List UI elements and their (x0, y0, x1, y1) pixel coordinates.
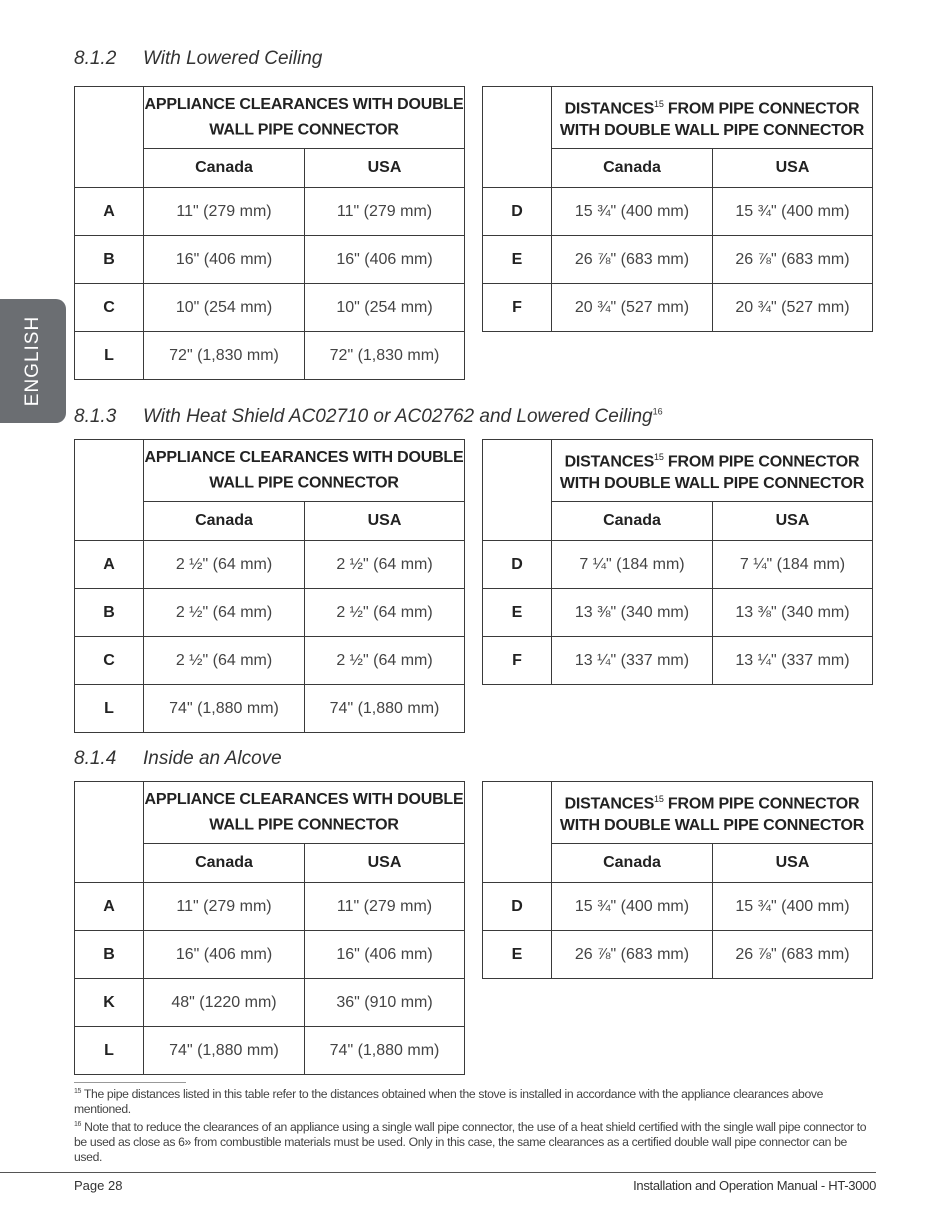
row-label: B (75, 236, 144, 284)
row-label: A (75, 541, 144, 589)
corner-cell (75, 87, 144, 149)
table-header: DISTANCES$^{15}$ FROM PIPE CONNECTOR WITH DOUBLE WALL PIPE CONNECTOR (552, 782, 873, 844)
table-row (75, 236, 465, 284)
usa-value: 15 ¾" (400 mm) (713, 188, 873, 236)
column-header-usa: USA (713, 844, 873, 883)
table-row (75, 284, 465, 332)
usa-value: 10" (254 mm) (305, 284, 465, 332)
corner-cell (483, 87, 552, 149)
corner-cell (75, 149, 144, 188)
language-tab[interactable] (0, 299, 66, 423)
usa-value: 11" (279 mm) (305, 188, 465, 236)
column-header-usa: USA (305, 149, 465, 188)
table-row (75, 685, 465, 733)
table-row (75, 931, 465, 979)
table-row (483, 188, 873, 236)
distances-table (482, 781, 873, 979)
corner-cell (75, 844, 144, 883)
column-header-canada: Canada (144, 844, 305, 883)
canada-value: 20 ¾" (527 mm) (552, 284, 713, 332)
table-row (483, 883, 873, 931)
usa-value: 26 ⅞" (683 mm) (713, 236, 873, 284)
table-header: DISTANCES$^{15}$ FROM PIPE CONNECTOR WITH DOUBLE WALL PIPE CONNECTOR (552, 440, 873, 502)
usa-value: 72" (1,830 mm) (305, 332, 465, 380)
clearances-table (74, 781, 465, 1075)
table-row (75, 637, 465, 685)
clearances-table (74, 439, 465, 733)
canada-value: 16" (406 mm) (144, 931, 305, 979)
canada-value: 13 ⅜" (340 mm) (552, 589, 713, 637)
column-header-canada: Canada (144, 502, 305, 541)
section-heading: Inside an Alcove (143, 748, 282, 769)
section-number: 8.1.2 (74, 48, 117, 69)
usa-value: 74" (1,880 mm) (305, 685, 465, 733)
table-row (75, 589, 465, 637)
table-header: APPLIANCE CLEARANCES WITH DOUBLE WALL PIPE CONNECTOR (144, 782, 465, 844)
table-row (483, 637, 873, 685)
row-label: B (75, 589, 144, 637)
usa-value: 74" (1,880 mm) (305, 1027, 465, 1075)
column-header-usa: USA (713, 502, 873, 541)
distances-table (482, 86, 873, 332)
footnote-separator (74, 1082, 186, 1083)
usa-value: 2 ½" (64 mm) (305, 637, 465, 685)
table-row (75, 188, 465, 236)
canada-value: 72" (1,830 mm) (144, 332, 305, 380)
usa-value: 16" (406 mm) (305, 931, 465, 979)
section-title (74, 406, 663, 428)
column-header-canada: Canada (552, 844, 713, 883)
canada-value: 2 ½" (64 mm) (144, 637, 305, 685)
usa-value: 7 ¼" (184 mm) (713, 541, 873, 589)
column-header-usa: USA (713, 149, 873, 188)
usa-value: 13 ¼" (337 mm) (713, 637, 873, 685)
usa-value: 2 ½" (64 mm) (305, 541, 465, 589)
row-label: B (75, 931, 144, 979)
table-row (75, 883, 465, 931)
canada-value: 7 ¼" (184 mm) (552, 541, 713, 589)
column-header-canada: Canada (552, 149, 713, 188)
section-title (74, 748, 282, 770)
corner-cell (483, 844, 552, 883)
table-row (483, 236, 873, 284)
row-label: E (483, 931, 552, 979)
column-header-usa: USA (305, 844, 465, 883)
canada-value: 13 ¼" (337 mm) (552, 637, 713, 685)
canada-value: 15 ¾" (400 mm) (552, 188, 713, 236)
corner-cell (75, 782, 144, 844)
canada-value: 11" (279 mm) (144, 188, 305, 236)
corner-cell (483, 149, 552, 188)
row-label: E (483, 236, 552, 284)
usa-value: 20 ¾" (527 mm) (713, 284, 873, 332)
table-header: APPLIANCE CLEARANCES WITH DOUBLE WALL PIPE CONNECTOR (144, 440, 465, 502)
usa-value: 26 ⅞" (683 mm) (713, 931, 873, 979)
row-label: L (75, 1027, 144, 1075)
footnote-15: $^{15}$ The pipe distances listed in this table refer to the distances obtained when the stove is installed in accordance with the appliance clearances above mentioned. (74, 1087, 824, 1117)
table-header: APPLIANCE CLEARANCES WITH DOUBLE WALL PIPE CONNECTOR (144, 87, 465, 149)
table-row (75, 332, 465, 380)
section-title (74, 48, 322, 70)
corner-cell (483, 782, 552, 844)
usa-value: 36" (910 mm) (305, 979, 465, 1027)
table-row (483, 931, 873, 979)
canada-value: 26 ⅞" (683 mm) (552, 236, 713, 284)
usa-value: 15 ¾" (400 mm) (713, 883, 873, 931)
corner-cell (483, 502, 552, 541)
clearances-table (74, 86, 465, 380)
usa-value: 2 ½" (64 mm) (305, 589, 465, 637)
table-row (75, 1027, 465, 1075)
usa-value: 16" (406 mm) (305, 236, 465, 284)
canada-value: 48" (1220 mm) (144, 979, 305, 1027)
canada-value: 74" (1,880 mm) (144, 685, 305, 733)
column-header-usa: USA (305, 502, 465, 541)
row-label: A (75, 188, 144, 236)
manual-title: Installation and Operation Manual - HT-3000 (633, 1178, 876, 1193)
corner-cell (75, 502, 144, 541)
column-header-canada: Canada (144, 149, 305, 188)
row-label: L (75, 332, 144, 380)
row-label: F (483, 284, 552, 332)
table-header: DISTANCES$^{15}$ FROM PIPE CONNECTOR WITH DOUBLE WALL PIPE CONNECTOR (552, 87, 873, 149)
footnote-16: $^{16}$ Note that to reduce the clearances of an appliance using a single wall pipe connector, the use of a heat shield certified with the single wall pipe connector to be used as close as 6» from combustible materials must be used. Only in this case, the same clearances as a certified double wall pipe connector can be used. (74, 1120, 867, 1165)
section-number: 8.1.3 (74, 406, 117, 427)
row-label: E (483, 589, 552, 637)
corner-cell (483, 440, 552, 502)
section-footnote-ref: 16 (652, 406, 663, 417)
footnotes (74, 1084, 876, 1165)
row-label: D (483, 883, 552, 931)
corner-cell (75, 440, 144, 502)
canada-value: 10" (254 mm) (144, 284, 305, 332)
canada-value: 2 ½" (64 mm) (144, 589, 305, 637)
row-label: C (75, 284, 144, 332)
section-heading: With Lowered Ceiling (143, 48, 323, 69)
table-row (483, 589, 873, 637)
canada-value: 26 ⅞" (683 mm) (552, 931, 713, 979)
row-label: F (483, 637, 552, 685)
canada-value: 2 ½" (64 mm) (144, 541, 305, 589)
language-tab-label: ENGLISH (22, 315, 43, 407)
column-header-canada: Canada (552, 502, 713, 541)
table-row (483, 541, 873, 589)
canada-value: 11" (279 mm) (144, 883, 305, 931)
row-label: L (75, 685, 144, 733)
table-row (483, 284, 873, 332)
section-number: 8.1.4 (74, 748, 117, 769)
canada-value: 15 ¾" (400 mm) (552, 883, 713, 931)
section-heading: With Heat Shield AC02710 or AC02762 and Lowered Ceiling (143, 406, 653, 427)
canada-value: 16" (406 mm) (144, 236, 305, 284)
row-label: D (483, 188, 552, 236)
footer-rule (0, 1172, 876, 1173)
usa-value: 11" (279 mm) (305, 883, 465, 931)
row-label: K (75, 979, 144, 1027)
row-label: C (75, 637, 144, 685)
usa-value: 13 ⅜" (340 mm) (713, 589, 873, 637)
distances-table (482, 439, 873, 685)
row-label: A (75, 883, 144, 931)
canada-value: 74" (1,880 mm) (144, 1027, 305, 1075)
row-label: D (483, 541, 552, 589)
table-row (75, 541, 465, 589)
table-row (75, 979, 465, 1027)
page-number: Page 28 (74, 1178, 123, 1193)
